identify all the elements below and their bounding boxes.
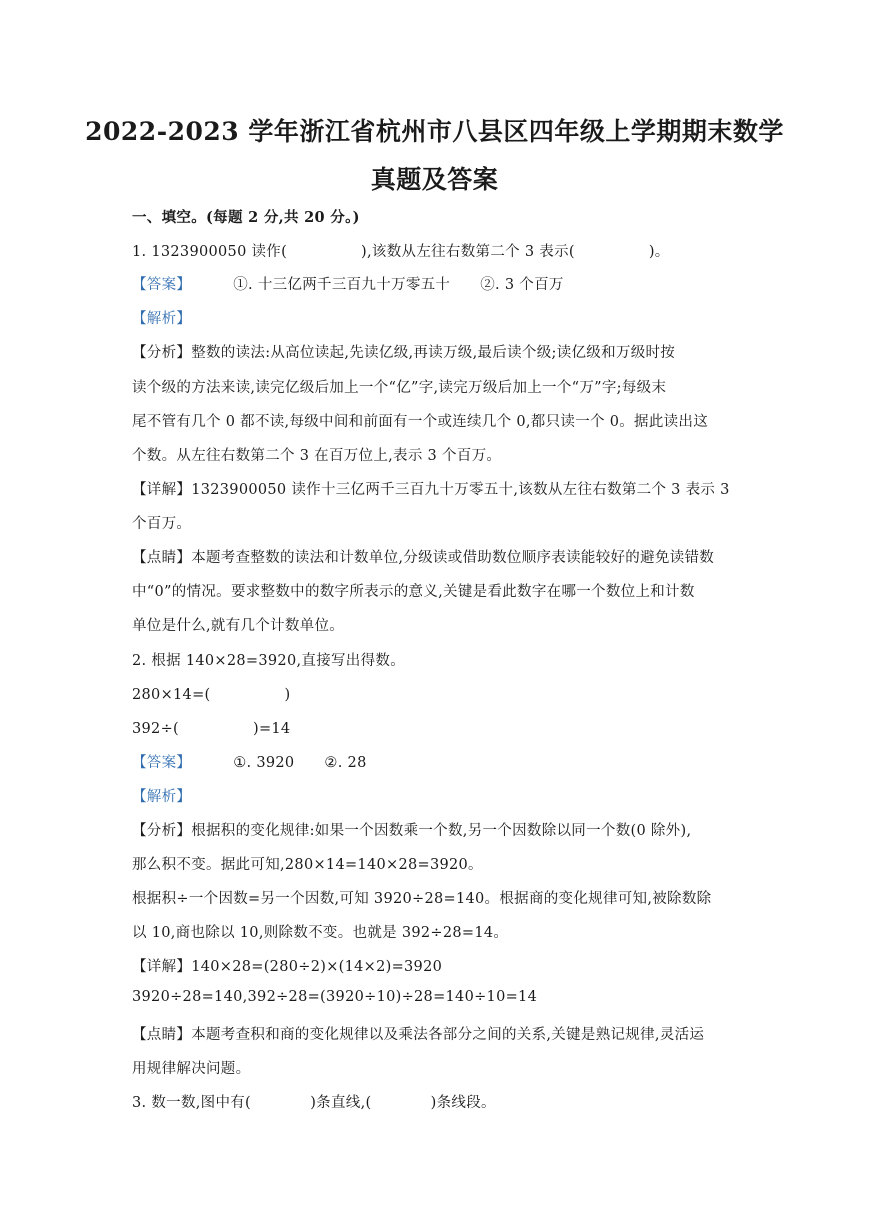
q1-answer-b: ②. 3 个百万 xyxy=(480,277,564,293)
q1-detail-1: 【详解】1323900050 读作十三亿两千三百九十万零五十,该数从左往右数第二个 3 表示 3 xyxy=(132,482,730,498)
q1-comment-2: 中“0”的情况。要求整数中的数字所表示的意义,关键是看此数字在哪一个数位上和计数 xyxy=(132,584,695,600)
q1-question: 1. 1323900050 读作( ),该数从左往右数第二个 3 表示( )。 xyxy=(132,244,670,260)
q1-answer-a: ①. 十三亿两千三百九十万零五十 xyxy=(233,277,451,293)
q1-analysis-2: 读个级的方法来读,读完亿级后加上一个“亿”字,读完万级后加上一个“万”字;每级末 xyxy=(132,380,667,396)
q3-question: 3. 数一数,图中有( )条直线,( )条线段。 xyxy=(132,1095,496,1111)
q2-comment-1: 【点睛】本题考查积和商的变化规律以及乘法各部分之间的关系,关键是熟记规律,灵活运 xyxy=(132,1027,705,1043)
section-heading: 一、填空。(每题 2 分,共 20 分。) xyxy=(132,209,360,226)
q1-comment-3: 单位是什么,就有几个计数单位。 xyxy=(132,618,345,634)
answer-tag: 【答案】 xyxy=(132,755,192,771)
q1-analysis-1: 【分析】整数的读法:从高位读起,先读亿级,再读万级,最后读个级;读亿级和万级时按 xyxy=(132,345,676,361)
doc-title-line1: 2022-2023 学年浙江省杭州市八县区四年级上学期期末数学 xyxy=(85,117,784,146)
q2-answer-b: ②. 28 xyxy=(324,755,367,771)
q2-analysis-2: 那么积不变。据此可知,280×14=140×28=3920。 xyxy=(132,857,483,873)
q2-analysis-1: 【分析】根据积的变化规律:如果一个因数乘一个数,另一个因数除以同一个数(0 除外), xyxy=(132,823,692,839)
q1-analysis-3: 尾不管有几个 0 都不读,每级中间和前面有一个或连续几个 0,都只读一个 0。据此读出这 xyxy=(132,414,709,430)
q1-jiexi-tag: 【解析】 xyxy=(132,311,192,327)
q2-analysis-4: 以 10,商也除以 10,则除数不变。也就是 392÷28=14。 xyxy=(132,925,509,941)
q2-detail-2: 3920÷28=140,392÷28=(3920÷10)÷28=140÷10=14 xyxy=(132,989,538,1005)
q2-question: 2. 根据 140×28=3920,直接写出得数。 xyxy=(132,653,405,669)
q2-answer xyxy=(132,751,367,772)
q2-comment-2: 用规律解决问题。 xyxy=(132,1061,251,1077)
q1-answer xyxy=(132,273,564,294)
q2-answer-a: ①. 3920 xyxy=(233,755,295,771)
q1-comment-1: 【点睛】本题考查整数的读法和计数单位,分级读或借助数位顺序表读能较好的避免读错数 xyxy=(132,550,715,566)
answer-tag: 【答案】 xyxy=(132,277,192,293)
q2-detail-1: 【详解】140×28=(280÷2)×(14×2)=3920 xyxy=(132,959,443,975)
q1-analysis-4: 个数。从左往右数第二个 3 在百万位上,表示 3 个百万。 xyxy=(132,448,502,464)
q1-detail-2: 个百万。 xyxy=(132,516,192,532)
q2-analysis-3: 根据积÷一个因数=另一个因数,可知 3920÷28=140。根据商的变化规律可知,被除数除 xyxy=(132,891,712,907)
q2-item-1: 280×14=( ) xyxy=(132,687,291,703)
q2-jiexi-tag: 【解析】 xyxy=(132,789,192,805)
doc-title-line2: 真题及答案 xyxy=(370,165,499,194)
q2-item-2: 392÷( )=14 xyxy=(132,721,291,737)
